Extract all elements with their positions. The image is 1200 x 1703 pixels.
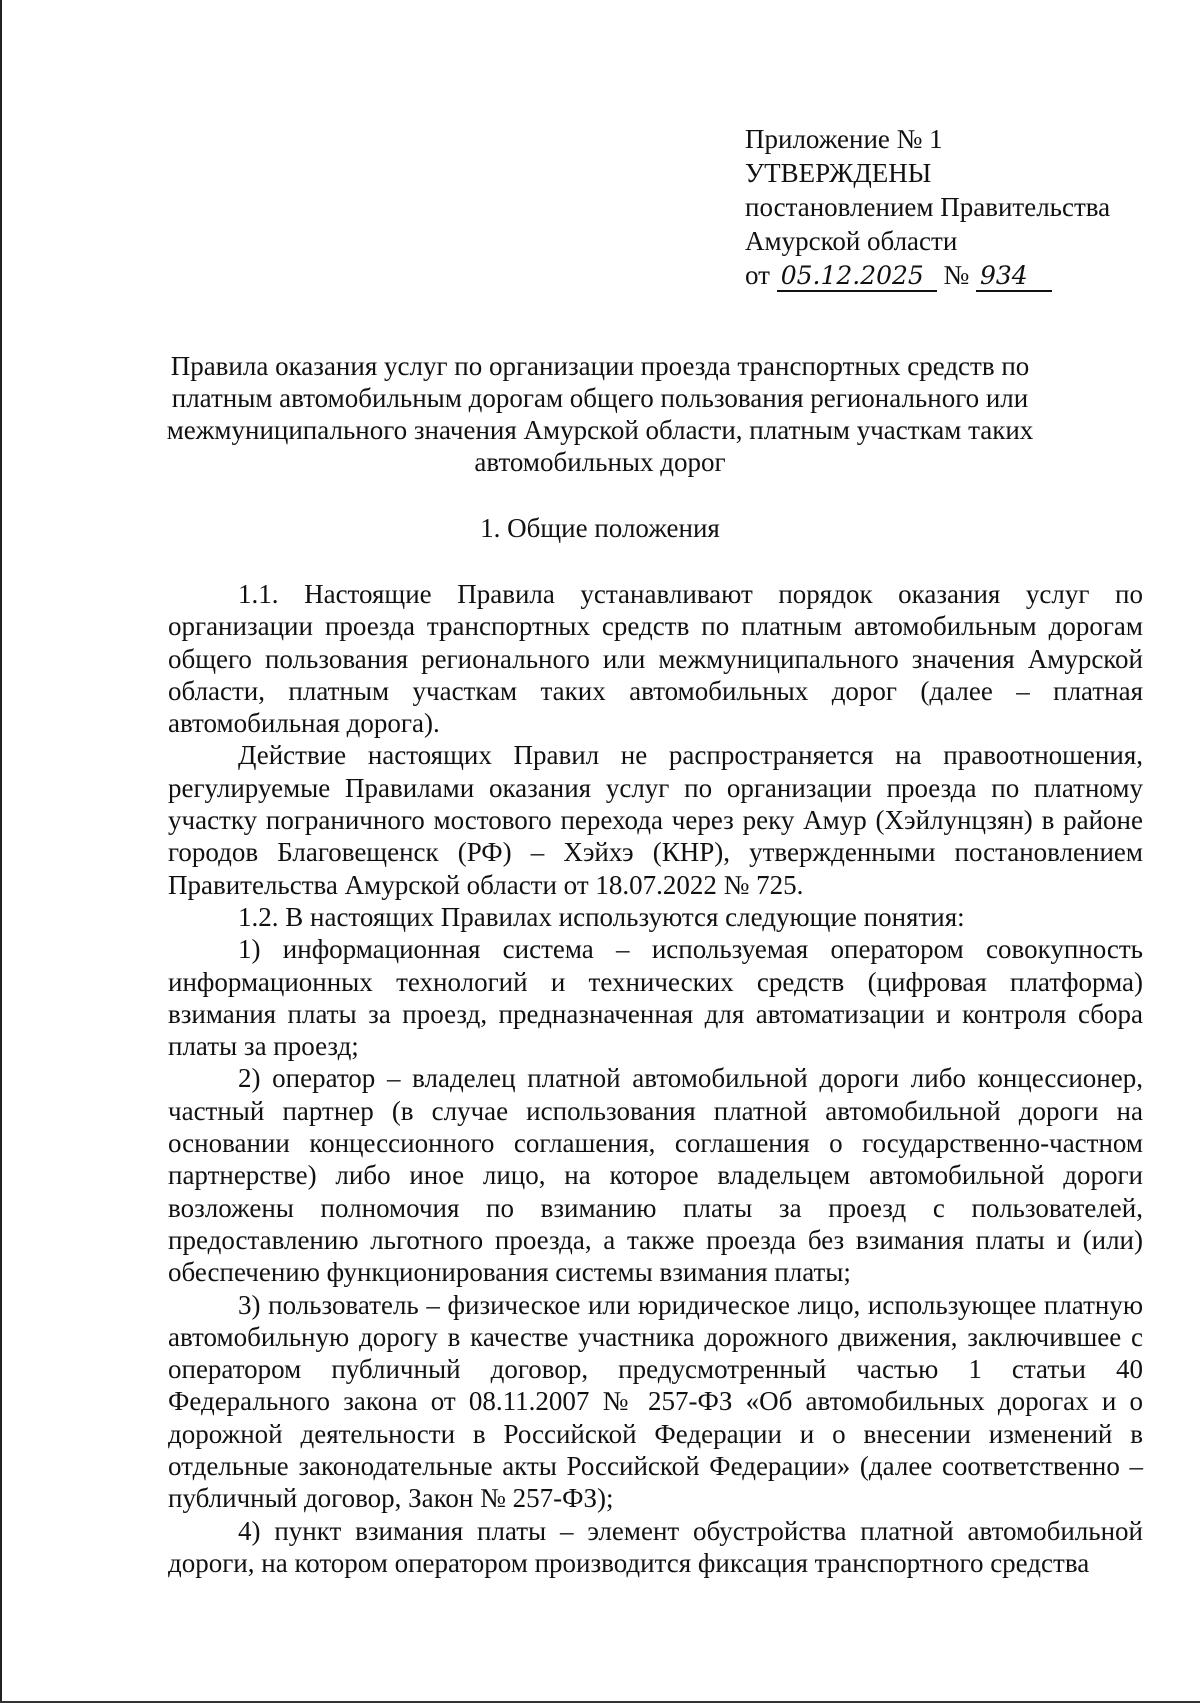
handwritten-number: 934 <box>976 262 1052 292</box>
paragraph: 4) пункт взимания платы – элемент обустройства платной автомобильной дороги, на котором оператором производится фиксация транспортного средства <box>168 1515 1143 1578</box>
paragraph: 1) информационная система – используемая оператором совокупность информационных технологий и технических средств (цифровая платформа) взимания платы за проезд, предназначенная для автоматизации и контроля сбора платы за проезд; <box>168 934 1143 1062</box>
paragraph: 1.1. Настоящие Правила устанавливают порядок оказания услуг по организации проезда транспортных средств по платным автомобильным дорогам общего пользования регионального или межмуниципального значения Амурской области, платным участкам таких автомобильных дорог (далее – платная автомобильная дорога). <box>168 579 1143 739</box>
number-prefix: № <box>943 260 970 290</box>
paragraph: 2) оператор – владелец платной автомобильной дороги либо концессионер, частный партнер (в случае использования платной автомобильной дороги на основании концессионного соглашения, соглашения о государственно-частном партнерстве) либо иное лицо, на которое владельцем автомобильной дороги возложены полномочия по взиманию платы за проезд с пользователей, предоставлению льготного проезда, а также проезда без взимания платы и (или) обеспечению функционирования системы взимания платы; <box>168 1063 1143 1288</box>
date-prefix: от <box>745 260 770 290</box>
section-heading: 1. Общие положения <box>480 513 720 543</box>
approved-label: УТВЕРЖДЕНЫ <box>745 158 932 188</box>
region-label: Амурской области <box>745 226 958 256</box>
date-number-line <box>745 258 1110 292</box>
appendix-label: Приложение № 1 <box>745 124 943 154</box>
resolution-label: постановлением Правительства <box>745 192 1111 222</box>
handwritten-date: 05.12.2025 <box>777 262 937 292</box>
approval-block <box>745 122 1110 292</box>
document-title: Правила оказания услуг по организации проезда транспортных средств по платным автомобильным дорогам общего пользования регионального или межмуниципального значения Амурской области, платным участкам таких автомобильных дорог <box>166 351 1034 477</box>
body-text <box>168 578 1143 1579</box>
paragraph: 1.2. В настоящих Правилах используются следующие понятия: <box>238 901 965 932</box>
paragraph: 3) пользователь – физическое или юридическое лицо, использующее платную автомобильную дорогу в качестве участника дорожного движения, заключившее с оператором публичный договор, предусмотренный частью 1 статьи 40 Федерального закона от 08.11.2007 № 257-ФЗ «Об автомобильных дорогах и о дорожной деятельности в Российской Федерации и о внесении изменений в отдельные законодательные акты Российской Федерации» (далее соответственно – публичный договор, Закон № 257-ФЗ); <box>168 1289 1143 1514</box>
scan-edge-left <box>0 0 2 1703</box>
paragraph: Действие настоящих Правил не распространяется на правоотношения, регулируемые Правилами оказания услуг по организации проезда по платному участку пограничного мостового перехода через реку Амур (Хэйлунцзян) в районе городов Благовещенск (РФ) – Хэйхэ (КНР), утвержденными постановлением Правительства Амурской области от 18.07.2022 № 725. <box>168 740 1143 900</box>
